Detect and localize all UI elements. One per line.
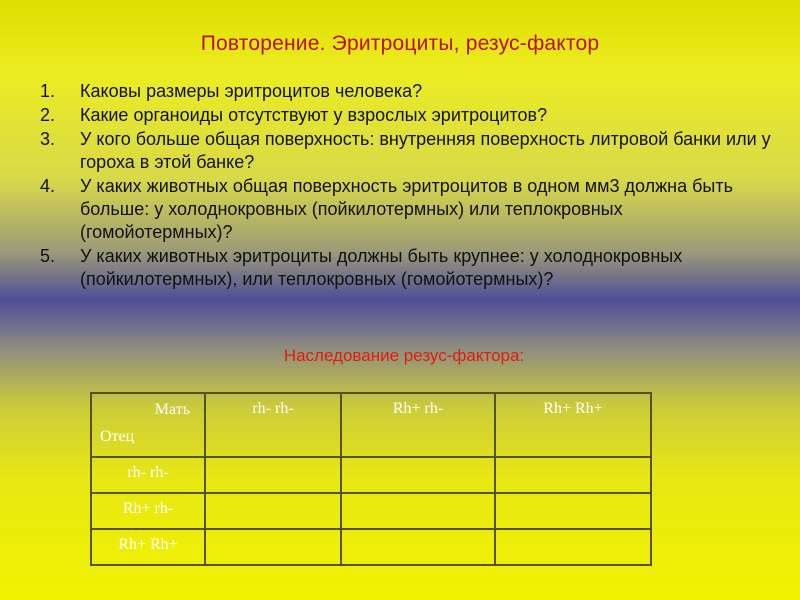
column-header: rh- rh- (205, 393, 341, 457)
slide-title: Повторение. Эритроциты, резус-фактор (200, 32, 600, 55)
question-number: 3. (40, 129, 56, 149)
column-header: Rh+ rh- (341, 393, 495, 457)
question-item (40, 80, 780, 103)
table-row (91, 493, 651, 529)
table-cell (495, 529, 651, 565)
question-text: У каких животных эритроциты должны быть крупнее: у холоднокровных (пойкилотермных), или теплокровных (гомойотермных)? (80, 246, 683, 289)
rh-inheritance-table (90, 392, 652, 566)
section-subtitle: Наследование резус-фактора: (283, 346, 525, 365)
column-header: Rh+ Rh+ (495, 393, 651, 457)
question-item (40, 175, 780, 244)
table-cell (495, 457, 651, 493)
question-text: У каких животных общая поверхность эритроцитов в одном мм3 должна быть больше: у холоднокровных (пойкилотермных) или теплокровных (гомойотермных)? (80, 176, 733, 242)
question-item (40, 245, 780, 291)
table-cell (341, 529, 495, 565)
mother-label: Мать (154, 401, 190, 418)
question-item (40, 128, 780, 174)
row-header: Rh+ rh- (91, 493, 205, 529)
table-row (91, 457, 651, 493)
row-header: rh- rh- (91, 457, 205, 493)
table-cell (205, 457, 341, 493)
table-header-row (91, 393, 651, 457)
table-corner-cell (91, 393, 205, 457)
question-text: Каковы размеры эритроцитов человека? (80, 81, 423, 101)
question-list (40, 80, 780, 292)
father-label: Отец (100, 428, 135, 445)
question-number: 2. (40, 105, 56, 125)
row-header: Rh+ Rh+ (91, 529, 205, 565)
table-cell (495, 493, 651, 529)
question-text: У кого больше общая поверхность: внутренняя поверхность литровой банки или у гороха в этой банке? (80, 129, 771, 172)
question-number: 5. (40, 246, 56, 266)
table-cell (205, 529, 341, 565)
table-row (91, 529, 651, 565)
table-cell (341, 493, 495, 529)
table-cell (341, 457, 495, 493)
table-cell (205, 493, 341, 529)
question-number: 1. (40, 81, 56, 101)
question-number: 4. (40, 176, 56, 196)
question-item (40, 104, 780, 127)
question-text: Какие органоиды отсутствуют у взрослых эритроцитов? (80, 105, 548, 125)
